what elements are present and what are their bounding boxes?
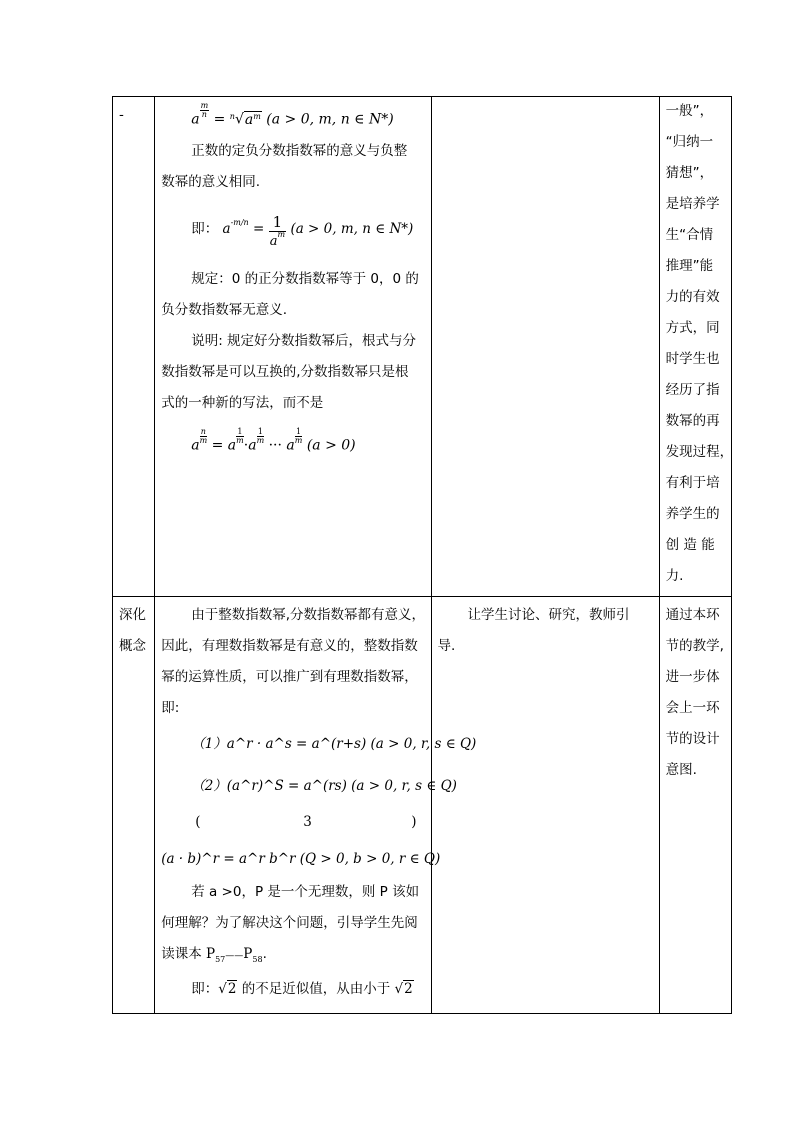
stage-cell bbox=[113, 597, 155, 1014]
formula-fractional-exponent-definition: a $\frac{m}{n}$ = $^n√a^m$ (a > 0, m, n ∈ N*) bbox=[191, 101, 394, 128]
activity-cell bbox=[431, 97, 659, 597]
content-cell bbox=[155, 597, 477, 1014]
intent-cell bbox=[659, 97, 734, 597]
intent-text: 意图. bbox=[665, 762, 697, 778]
stage-label: - bbox=[119, 107, 124, 123]
intent-text: 时学生也 bbox=[665, 351, 720, 367]
intent-text: 经历了指 bbox=[665, 382, 720, 398]
formula-property-3: (a · b)^r = a^r b^r (Q > 0, b > 0, r ∈ Q) bbox=[161, 851, 441, 867]
intent-text: 通过本环 bbox=[665, 607, 720, 623]
paragraph-text: 即: bbox=[161, 700, 180, 716]
table-row bbox=[113, 597, 732, 1014]
textbook-reference: 读课本 $P_{57}——P_{58}$. bbox=[161, 946, 267, 964]
intent-text: 力. bbox=[665, 568, 684, 584]
formula-negative-fractional-exponent: 即： $a^{-m/n}$ = $\frac{1}{a^m}$ (a > 0, m, n ∈ N*) bbox=[191, 213, 414, 249]
intent-text: 节的教学, bbox=[665, 638, 724, 654]
property-3-open-paren: ( bbox=[195, 814, 201, 830]
intent-cell bbox=[659, 597, 731, 1014]
activity-cell bbox=[431, 597, 659, 1014]
formula-property-2: （2）(a^r)^S = a^(rs) (a > 0, r, s ∈ Q) bbox=[191, 778, 457, 794]
stage-label: 概念 bbox=[119, 638, 146, 654]
paragraph-text: 若 a >0，P 是一个无理数，则 P 该如 bbox=[191, 884, 420, 900]
paragraph-text: 规定：0 的正分数指数幂等于 0，0 的 bbox=[191, 271, 419, 287]
paragraph-text: 数幂的意义相同. bbox=[161, 174, 260, 190]
intent-text: 有利于培 bbox=[665, 475, 720, 491]
paragraph-text: 因此，有理数指数幂是有意义的，整数指数 bbox=[161, 638, 418, 654]
paragraph-text: 式的一种新的写法，而不是 bbox=[161, 395, 324, 411]
intent-text: 一般”， bbox=[665, 103, 714, 119]
paragraph-text: 正数的定负分数指数幂的意义与负整 bbox=[191, 143, 408, 159]
paragraph-text: 数指数幂是可以互换的,分数指数幂只是根 bbox=[161, 364, 409, 380]
intent-text: 生“合情 bbox=[665, 227, 714, 243]
property-3-close-paren: ) bbox=[411, 814, 417, 830]
intent-text: 力的有效 bbox=[665, 289, 720, 305]
paragraph-text: 负分数指数幂无意义. bbox=[161, 302, 287, 318]
property-3-number: 3 bbox=[303, 814, 312, 830]
intent-text: 进一步体 bbox=[665, 669, 720, 685]
intent-text: 猜想”， bbox=[665, 165, 714, 181]
paragraph-text: 即：√2 的不足近似值，从由小于 √2 bbox=[191, 981, 413, 997]
table-row bbox=[113, 97, 732, 597]
intent-text: 方式，同 bbox=[665, 320, 720, 336]
intent-text: 会上一环 bbox=[665, 700, 720, 716]
intent-text: “归纳一 bbox=[665, 134, 714, 150]
content-cell bbox=[155, 97, 431, 597]
intent-text: 节的设计 bbox=[665, 731, 720, 747]
paragraph-text: 说明: 规定好分数指数幂后，根式与分 bbox=[191, 333, 417, 349]
intent-text: 发现过程， bbox=[665, 444, 734, 460]
formula-not-product-form: a $\frac{n}{m}$ = a $\frac{1}{m}$ ·a $\frac{1}{m}$ ··· a $\frac{1}{m}$ (a > 0) bbox=[191, 427, 356, 454]
activity-text: 让学生讨论、研究，教师引 bbox=[467, 607, 630, 623]
intent-text: 推理”能 bbox=[665, 258, 714, 274]
intent-text: 数幂的再 bbox=[665, 413, 720, 429]
lesson-plan-table bbox=[112, 96, 732, 1014]
stage-label: 深化 bbox=[119, 607, 146, 623]
intent-text: 是培养学 bbox=[665, 196, 720, 212]
paragraph-text: 何理解？为了解决这个问题，引导学生先阅 bbox=[161, 915, 418, 931]
intent-text: 创 造 能 bbox=[665, 537, 715, 553]
formula-property-1: （1）a^r · a^s = a^(r+s) (a > 0, r, s ∈ Q) bbox=[191, 736, 477, 752]
activity-text: 导. bbox=[437, 638, 456, 654]
paragraph-text: 由于整数指数幂,分数指数幂都有意义， bbox=[191, 607, 425, 623]
stage-cell bbox=[113, 97, 155, 597]
intent-text: 养学生的 bbox=[665, 506, 720, 522]
paragraph-text: 幂的运算性质，可以推广到有理数指数幂， bbox=[161, 669, 418, 685]
